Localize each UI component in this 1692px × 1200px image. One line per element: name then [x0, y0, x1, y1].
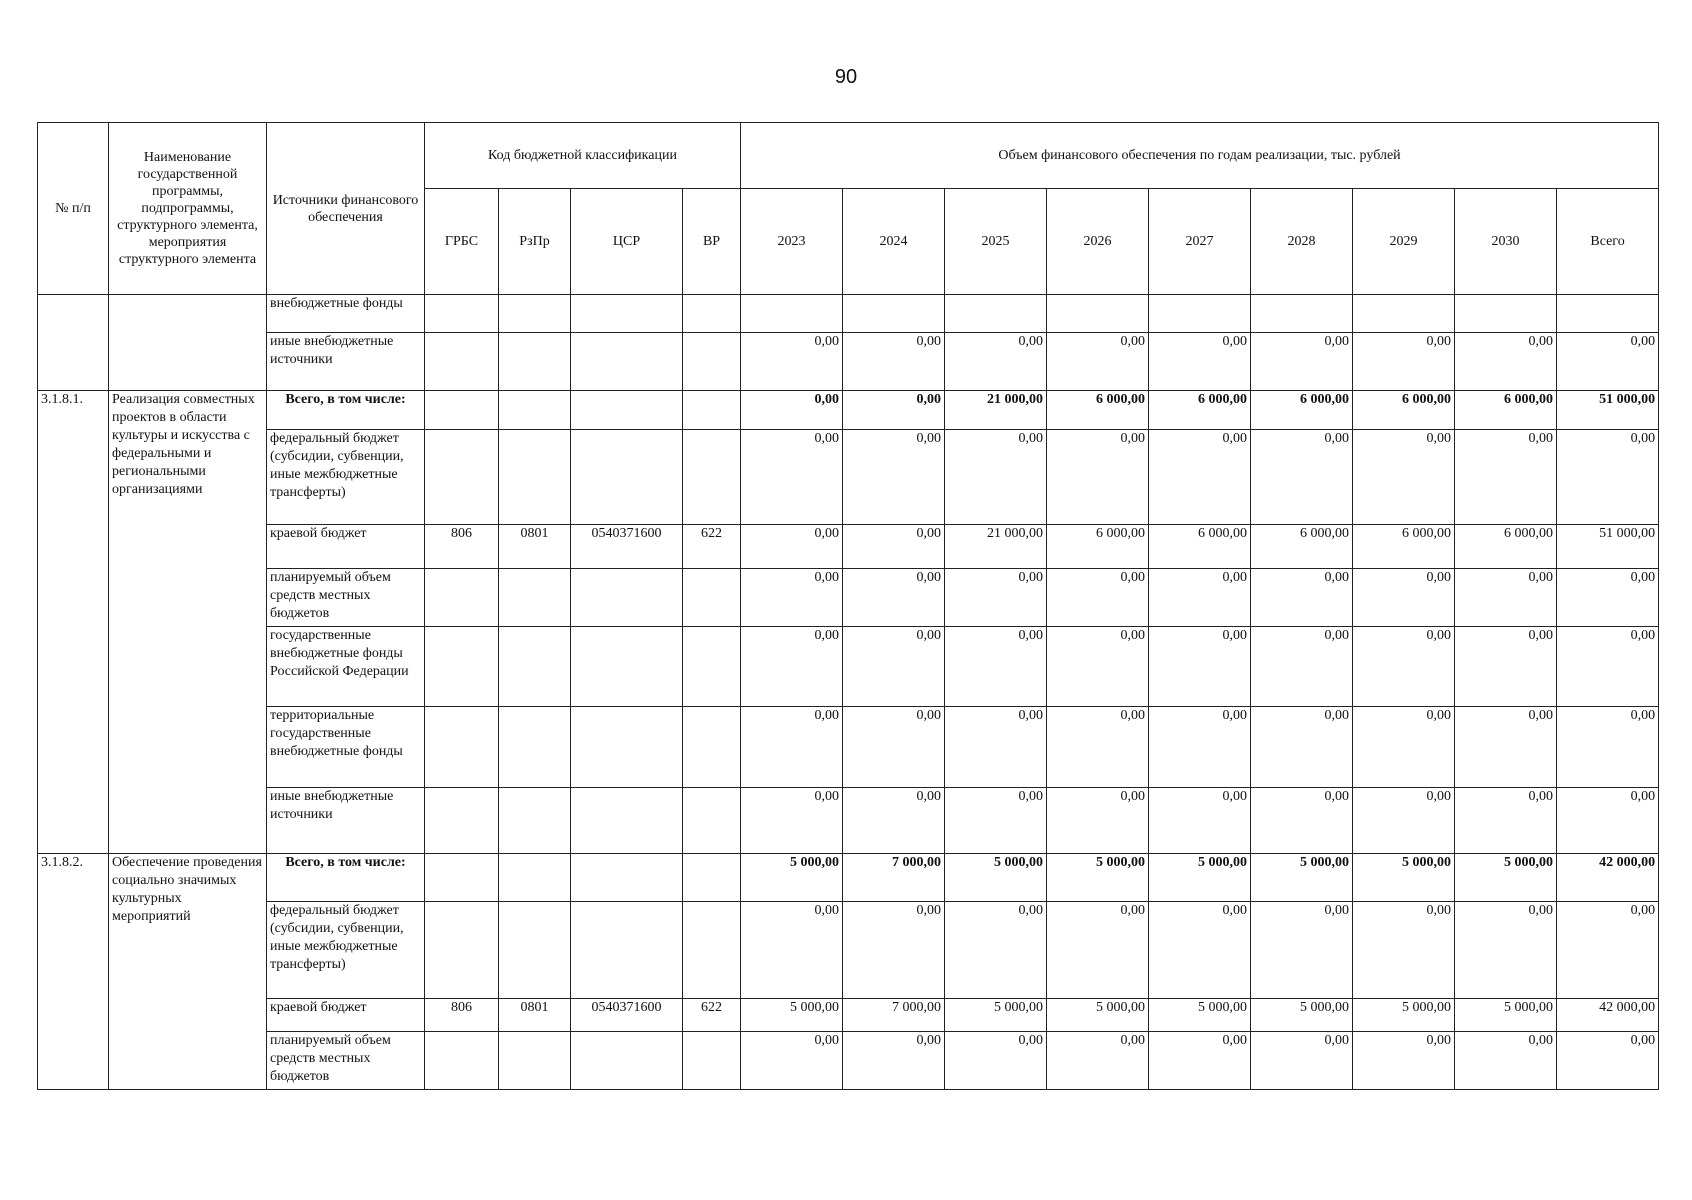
value-cell: 0,00	[741, 391, 843, 430]
value-cell: 0,00	[1455, 1032, 1557, 1090]
value-cell: 51 000,00	[1557, 391, 1659, 430]
header-name: Наименование государственной программы, подпрограммы, структурного элемента, мероприятия структурного элемента	[109, 123, 267, 295]
header-total: Всего	[1557, 189, 1659, 295]
value-cell	[1047, 295, 1149, 333]
value-cell: 0,00	[1455, 788, 1557, 854]
value-cell: 0,00	[843, 525, 945, 569]
value-cell: 0,00	[843, 627, 945, 707]
value-cell: 0,00	[1149, 627, 1251, 707]
table-row	[38, 999, 1659, 1032]
source-cell: краевой бюджет	[267, 525, 425, 569]
rzpr-cell: 0801	[499, 999, 571, 1032]
table-row	[38, 707, 1659, 788]
value-cell: 42 000,00	[1557, 999, 1659, 1032]
value-cell: 0,00	[945, 1032, 1047, 1090]
grbs-cell	[425, 707, 499, 788]
vr-cell	[683, 627, 741, 707]
header-num: № п/п	[38, 123, 109, 295]
rzpr-cell	[499, 391, 571, 430]
csr-cell	[571, 788, 683, 854]
value-cell: 6 000,00	[1251, 391, 1353, 430]
section-name: Обеспечение проведения социально значимых культурных мероприятий	[109, 854, 267, 1090]
value-cell: 0,00	[741, 902, 843, 999]
csr-cell	[571, 391, 683, 430]
value-cell: 0,00	[1557, 788, 1659, 854]
table-row	[38, 333, 1659, 391]
vr-cell: 622	[683, 999, 741, 1032]
source-cell: Всего, в том числе:	[267, 854, 425, 902]
csr-cell: 0540371600	[571, 999, 683, 1032]
source-cell: планируемый объем средств местных бюджетов	[267, 1032, 425, 1090]
value-cell: 0,00	[1251, 707, 1353, 788]
grbs-cell	[425, 391, 499, 430]
header-year-2023: 2023	[741, 189, 843, 295]
value-cell: 0,00	[1557, 333, 1659, 391]
value-cell: 0,00	[1251, 333, 1353, 391]
value-cell: 51 000,00	[1557, 525, 1659, 569]
csr-cell	[571, 627, 683, 707]
table-row	[38, 391, 1659, 430]
value-cell: 6 000,00	[1149, 391, 1251, 430]
rzpr-cell	[499, 902, 571, 999]
value-cell	[945, 295, 1047, 333]
value-cell	[1557, 295, 1659, 333]
source-cell: федеральный бюджет (субсидии, субвенции, иные межбюджетные трансферты)	[267, 902, 425, 999]
value-cell	[1455, 295, 1557, 333]
value-cell: 0,00	[1557, 1032, 1659, 1090]
value-cell: 0,00	[1455, 569, 1557, 627]
value-cell: 0,00	[741, 707, 843, 788]
vr-cell: 622	[683, 525, 741, 569]
value-cell: 0,00	[1149, 1032, 1251, 1090]
value-cell: 5 000,00	[741, 999, 843, 1032]
rzpr-cell	[499, 333, 571, 391]
value-cell: 5 000,00	[1047, 999, 1149, 1032]
vr-cell	[683, 707, 741, 788]
source-cell: внебюджетные фонды	[267, 295, 425, 333]
value-cell: 5 000,00	[1047, 854, 1149, 902]
csr-cell	[571, 902, 683, 999]
value-cell: 0,00	[1251, 1032, 1353, 1090]
table-row	[38, 525, 1659, 569]
vr-cell	[683, 902, 741, 999]
table-row	[38, 295, 1659, 333]
value-cell: 6 000,00	[1353, 525, 1455, 569]
page-number: 90	[834, 66, 858, 88]
rzpr-cell	[499, 569, 571, 627]
header-vr: ВР	[683, 189, 741, 295]
value-cell: 0,00	[741, 525, 843, 569]
vr-cell	[683, 295, 741, 333]
vr-cell	[683, 430, 741, 525]
vr-cell	[683, 1032, 741, 1090]
value-cell: 0,00	[1455, 707, 1557, 788]
value-cell: 21 000,00	[945, 391, 1047, 430]
value-cell: 0,00	[1353, 430, 1455, 525]
value-cell: 21 000,00	[945, 525, 1047, 569]
value-cell: 0,00	[843, 430, 945, 525]
value-cell: 0,00	[945, 902, 1047, 999]
source-cell: планируемый объем средств местных бюджетов	[267, 569, 425, 627]
table-row	[38, 430, 1659, 525]
value-cell: 0,00	[1251, 788, 1353, 854]
csr-cell: 0540371600	[571, 525, 683, 569]
value-cell: 0,00	[1047, 902, 1149, 999]
vr-cell	[683, 854, 741, 902]
value-cell: 0,00	[1455, 333, 1557, 391]
grbs-cell	[425, 627, 499, 707]
table-row	[38, 854, 1659, 902]
value-cell: 0,00	[741, 1032, 843, 1090]
value-cell: 0,00	[1455, 627, 1557, 707]
value-cell: 5 000,00	[945, 999, 1047, 1032]
header-year-2028: 2028	[1251, 189, 1353, 295]
value-cell	[1149, 295, 1251, 333]
value-cell: 0,00	[1353, 569, 1455, 627]
rzpr-cell	[499, 295, 571, 333]
table-row	[38, 1032, 1659, 1090]
value-cell: 0,00	[741, 788, 843, 854]
grbs-cell	[425, 854, 499, 902]
value-cell: 0,00	[1047, 1032, 1149, 1090]
value-cell	[1353, 295, 1455, 333]
source-cell: Всего, в том числе:	[267, 391, 425, 430]
value-cell: 0,00	[741, 627, 843, 707]
value-cell: 0,00	[1047, 333, 1149, 391]
value-cell: 0,00	[1149, 569, 1251, 627]
value-cell: 0,00	[1251, 569, 1353, 627]
section-name: Реализация совместных проектов в области культуры и искусства с федеральными и региональными организациями	[109, 391, 267, 854]
section-num: 3.1.8.2.	[38, 854, 109, 1090]
value-cell: 6 000,00	[1455, 391, 1557, 430]
value-cell: 0,00	[1557, 627, 1659, 707]
value-cell: 0,00	[1557, 902, 1659, 999]
value-cell: 5 000,00	[1149, 999, 1251, 1032]
value-cell: 42 000,00	[1557, 854, 1659, 902]
source-cell: иные внебюджетные источники	[267, 788, 425, 854]
value-cell: 0,00	[1149, 788, 1251, 854]
value-cell: 0,00	[1149, 902, 1251, 999]
value-cell: 0,00	[1047, 430, 1149, 525]
value-cell	[1251, 295, 1353, 333]
rzpr-cell: 0801	[499, 525, 571, 569]
table-row	[38, 569, 1659, 627]
value-cell: 0,00	[843, 707, 945, 788]
value-cell: 0,00	[1455, 902, 1557, 999]
grbs-cell	[425, 295, 499, 333]
grbs-cell: 806	[425, 999, 499, 1032]
value-cell: 0,00	[1251, 627, 1353, 707]
value-cell: 0,00	[1251, 430, 1353, 525]
rzpr-cell	[499, 707, 571, 788]
header-grbs: ГРБС	[425, 189, 499, 295]
source-cell: федеральный бюджет (субсидии, субвенции, иные межбюджетные трансферты)	[267, 430, 425, 525]
value-cell	[741, 295, 843, 333]
csr-cell	[571, 707, 683, 788]
source-cell: территориальные государственные внебюджетные фонды	[267, 707, 425, 788]
header-year-2026: 2026	[1047, 189, 1149, 295]
value-cell: 0,00	[945, 569, 1047, 627]
table-row	[38, 788, 1659, 854]
budget-table	[37, 122, 1659, 1090]
value-cell: 0,00	[1455, 430, 1557, 525]
value-cell: 0,00	[1047, 627, 1149, 707]
value-cell: 0,00	[843, 333, 945, 391]
header-kbk-group: Код бюджетной классификации	[425, 123, 741, 189]
value-cell: 0,00	[945, 788, 1047, 854]
vr-cell	[683, 569, 741, 627]
value-cell: 5 000,00	[945, 854, 1047, 902]
value-cell: 6 000,00	[1251, 525, 1353, 569]
rzpr-cell	[499, 1032, 571, 1090]
grbs-cell: 806	[425, 525, 499, 569]
csr-cell	[571, 333, 683, 391]
row-name	[109, 295, 267, 391]
row-num	[38, 295, 109, 391]
table-header	[38, 123, 1659, 295]
value-cell: 0,00	[741, 569, 843, 627]
value-cell: 0,00	[1047, 569, 1149, 627]
header-sources: Источники финансового обеспечения	[267, 123, 425, 295]
value-cell: 0,00	[1353, 788, 1455, 854]
value-cell: 5 000,00	[1149, 854, 1251, 902]
csr-cell	[571, 295, 683, 333]
value-cell: 0,00	[945, 333, 1047, 391]
value-cell: 0,00	[843, 569, 945, 627]
value-cell: 5 000,00	[1353, 854, 1455, 902]
source-cell: иные внебюджетные источники	[267, 333, 425, 391]
value-cell: 0,00	[945, 627, 1047, 707]
value-cell: 6 000,00	[1149, 525, 1251, 569]
value-cell: 0,00	[945, 707, 1047, 788]
grbs-cell	[425, 333, 499, 391]
header-year-2030: 2030	[1455, 189, 1557, 295]
header-csr: ЦСР	[571, 189, 683, 295]
value-cell: 0,00	[945, 430, 1047, 525]
value-cell: 0,00	[1557, 569, 1659, 627]
csr-cell	[571, 854, 683, 902]
value-cell: 5 000,00	[1251, 999, 1353, 1032]
header-year-2027: 2027	[1149, 189, 1251, 295]
value-cell: 0,00	[1149, 333, 1251, 391]
value-cell: 0,00	[1557, 430, 1659, 525]
header-year-2024: 2024	[843, 189, 945, 295]
value-cell: 0,00	[1149, 430, 1251, 525]
value-cell: 5 000,00	[1455, 854, 1557, 902]
value-cell: 5 000,00	[1455, 999, 1557, 1032]
value-cell: 0,00	[843, 902, 945, 999]
value-cell: 7 000,00	[843, 854, 945, 902]
value-cell: 0,00	[1251, 902, 1353, 999]
table-row	[38, 627, 1659, 707]
rzpr-cell	[499, 854, 571, 902]
rzpr-cell	[499, 430, 571, 525]
grbs-cell	[425, 430, 499, 525]
rzpr-cell	[499, 627, 571, 707]
value-cell: 0,00	[1353, 333, 1455, 391]
value-cell: 0,00	[1149, 707, 1251, 788]
table-row	[38, 902, 1659, 999]
value-cell: 6 000,00	[1047, 391, 1149, 430]
section-num: 3.1.8.1.	[38, 391, 109, 854]
vr-cell	[683, 391, 741, 430]
value-cell: 0,00	[1353, 902, 1455, 999]
value-cell: 0,00	[1353, 707, 1455, 788]
value-cell: 0,00	[843, 391, 945, 430]
value-cell: 7 000,00	[843, 999, 945, 1032]
header-rzpr: РзПр	[499, 189, 571, 295]
value-cell: 0,00	[1557, 707, 1659, 788]
header-year-2029: 2029	[1353, 189, 1455, 295]
rzpr-cell	[499, 788, 571, 854]
header-year-2025: 2025	[945, 189, 1047, 295]
grbs-cell	[425, 1032, 499, 1090]
value-cell: 5 000,00	[1251, 854, 1353, 902]
csr-cell	[571, 569, 683, 627]
grbs-cell	[425, 788, 499, 854]
vr-cell	[683, 333, 741, 391]
source-cell: государственные внебюджетные фонды Российской Федерации	[267, 627, 425, 707]
source-cell: краевой бюджет	[267, 999, 425, 1032]
value-cell: 0,00	[843, 788, 945, 854]
csr-cell	[571, 430, 683, 525]
value-cell	[843, 295, 945, 333]
value-cell: 6 000,00	[1353, 391, 1455, 430]
vr-cell	[683, 788, 741, 854]
value-cell: 0,00	[843, 1032, 945, 1090]
value-cell: 0,00	[1047, 788, 1149, 854]
value-cell: 6 000,00	[1455, 525, 1557, 569]
value-cell: 5 000,00	[1353, 999, 1455, 1032]
value-cell: 0,00	[741, 333, 843, 391]
value-cell: 0,00	[1047, 707, 1149, 788]
value-cell: 5 000,00	[741, 854, 843, 902]
value-cell: 0,00	[1353, 627, 1455, 707]
value-cell: 6 000,00	[1047, 525, 1149, 569]
value-cell: 0,00	[741, 430, 843, 525]
grbs-cell	[425, 569, 499, 627]
value-cell: 0,00	[1353, 1032, 1455, 1090]
grbs-cell	[425, 902, 499, 999]
header-years-group: Объем финансового обеспечения по годам реализации, тыс. рублей	[741, 123, 1659, 189]
csr-cell	[571, 1032, 683, 1090]
